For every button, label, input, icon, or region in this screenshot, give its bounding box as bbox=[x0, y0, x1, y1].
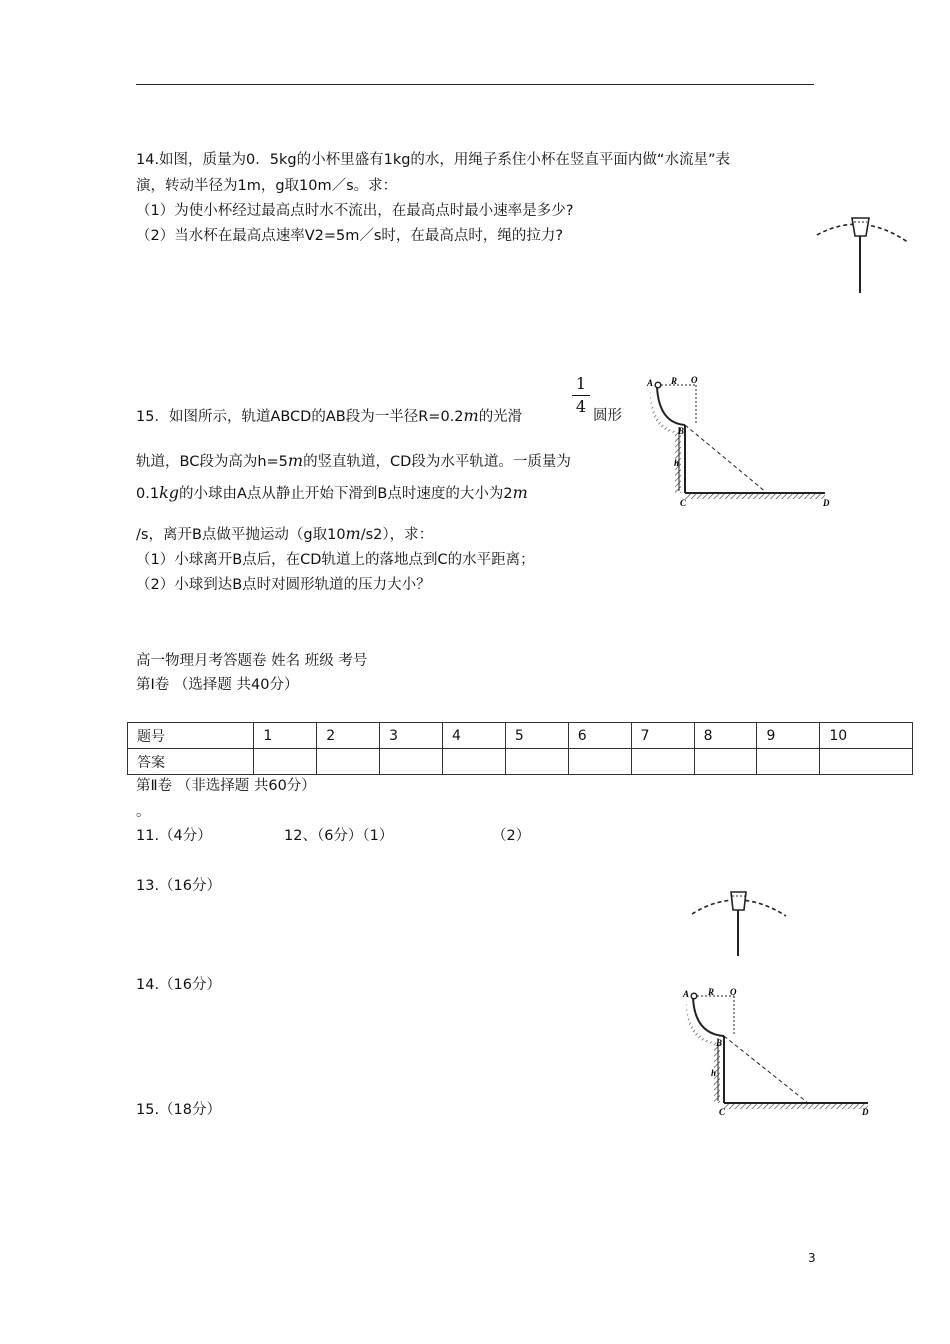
q15-line4-a: /s，离开B点做平抛运动（g取10 bbox=[136, 527, 346, 543]
label-h: h bbox=[711, 1068, 717, 1078]
unit-kg: kg bbox=[159, 483, 179, 502]
q15-line1 bbox=[136, 406, 522, 427]
q15-line3 bbox=[136, 483, 528, 504]
q14-line2: 演，转动半径为1m，g取10m／s。求： bbox=[136, 178, 398, 194]
question-number: 10 bbox=[820, 723, 913, 749]
water-cup-diagram-1 bbox=[812, 205, 912, 297]
q15-sub2: （2）小球到达B点时对圆形轨道的压力大小？ bbox=[136, 577, 431, 593]
question-number: 8 bbox=[694, 723, 757, 749]
q15-line1-a: 15．如图所示，轨道ABCD的AB段为一半径R=0.2 bbox=[136, 409, 464, 425]
q14-line1: 14.如图，质量为0．5kg的小杯里盛有1kg的水，用绳子系住小杯在竖直平面内做“水流星”表 bbox=[136, 152, 730, 168]
label-D: D bbox=[823, 498, 830, 508]
q12-part2-label: （2） bbox=[492, 828, 531, 844]
answer-cell[interactable] bbox=[631, 749, 694, 775]
q15-answer-label: 15.（18分） bbox=[136, 1102, 222, 1118]
answer-table bbox=[127, 722, 913, 775]
answer-cell[interactable] bbox=[757, 749, 820, 775]
q13-label: 13.（16分） bbox=[136, 878, 222, 894]
label-B: B bbox=[716, 1038, 723, 1048]
label-D: D bbox=[862, 1107, 869, 1117]
question-number: 2 bbox=[317, 723, 380, 749]
answer-cell[interactable] bbox=[317, 749, 380, 775]
q15-line3-b: 的小球由A点从静止开始下滑到B点时速度的大小为2 bbox=[179, 486, 513, 502]
unit-m: m bbox=[463, 406, 479, 425]
answer-cell[interactable] bbox=[568, 749, 631, 775]
question-number: 6 bbox=[568, 723, 631, 749]
part2-title: 第Ⅱ卷 （非选择题 共60分） bbox=[136, 778, 316, 794]
answer-cell[interactable] bbox=[505, 749, 568, 775]
page-number: 3 bbox=[808, 1251, 816, 1265]
part1-title: 第Ⅰ卷 （选择题 共40分） bbox=[136, 677, 299, 693]
fraction-numerator: 1 bbox=[575, 374, 587, 393]
q15-sub1: （1）小球离开B点后，在CD轨道上的落地点到C的水平距离； bbox=[136, 552, 535, 568]
q15-line2-a: 轨道，BC段为高为h=5 bbox=[136, 454, 288, 470]
label-h: h bbox=[674, 458, 680, 468]
quarter-fraction bbox=[572, 374, 590, 417]
q15-line3-a: 0.1 bbox=[136, 486, 160, 502]
q15-line2 bbox=[136, 451, 571, 472]
question-number: 1 bbox=[254, 723, 317, 749]
unit-m: m bbox=[512, 483, 528, 502]
q15-line1-c: 圆形 bbox=[593, 408, 622, 424]
label-B: B bbox=[678, 426, 685, 436]
question-number: 4 bbox=[443, 723, 506, 749]
label-R: R bbox=[708, 987, 715, 997]
track-diagram-1 bbox=[645, 375, 835, 510]
track-diagram-2 bbox=[680, 988, 875, 1118]
fraction-denominator: 4 bbox=[575, 397, 587, 416]
label-O: O bbox=[691, 375, 698, 385]
q14-sub1: （1）为使小杯经过最高点时水不流出，在最高点时最小速率是多少? bbox=[136, 203, 574, 219]
answer-cell[interactable] bbox=[820, 749, 913, 775]
table-row bbox=[128, 723, 913, 749]
answer-sheet-header: 高一物理月考答题卷 姓名 班级 考号 bbox=[136, 653, 368, 669]
label-C: C bbox=[680, 498, 687, 508]
q14-answer-label: 14.（16分） bbox=[136, 977, 222, 993]
q15-line2-b: 的竖直轨道，CD段为水平轨道。一质量为 bbox=[303, 454, 571, 470]
row-label-number: 题号 bbox=[128, 723, 254, 749]
unit-m: m bbox=[345, 524, 361, 543]
table-row bbox=[128, 749, 913, 775]
answer-cell[interactable] bbox=[694, 749, 757, 775]
label-O: O bbox=[730, 987, 737, 997]
answer-cell[interactable] bbox=[380, 749, 443, 775]
q11-label: 11.（4分） bbox=[136, 828, 212, 844]
q14-sub2: （2）当水杯在最高点速率V2=5m／s时，在最高点时，绳的拉力? bbox=[136, 228, 564, 244]
label-A: A bbox=[683, 989, 690, 999]
header-rule bbox=[136, 84, 814, 85]
label-R: R bbox=[671, 376, 678, 386]
answer-cell[interactable] bbox=[443, 749, 506, 775]
q15-line4-b: /s2），求： bbox=[360, 527, 434, 543]
q15-line4 bbox=[136, 524, 433, 545]
question-number: 5 bbox=[505, 723, 568, 749]
unit-m: m bbox=[287, 451, 304, 470]
question-number: 3 bbox=[380, 723, 443, 749]
q15-line1-b: 的光滑 bbox=[478, 409, 523, 425]
stray-dot: 。 bbox=[136, 804, 151, 820]
question-number: 7 bbox=[631, 723, 694, 749]
label-C: C bbox=[719, 1107, 726, 1117]
q12-label: 12、（6分）（1） bbox=[284, 828, 394, 844]
water-cup-diagram-2 bbox=[688, 880, 788, 960]
label-A: A bbox=[647, 378, 654, 388]
answer-cell[interactable] bbox=[254, 749, 317, 775]
question-number: 9 bbox=[757, 723, 820, 749]
row-label-answer: 答案 bbox=[128, 749, 254, 775]
